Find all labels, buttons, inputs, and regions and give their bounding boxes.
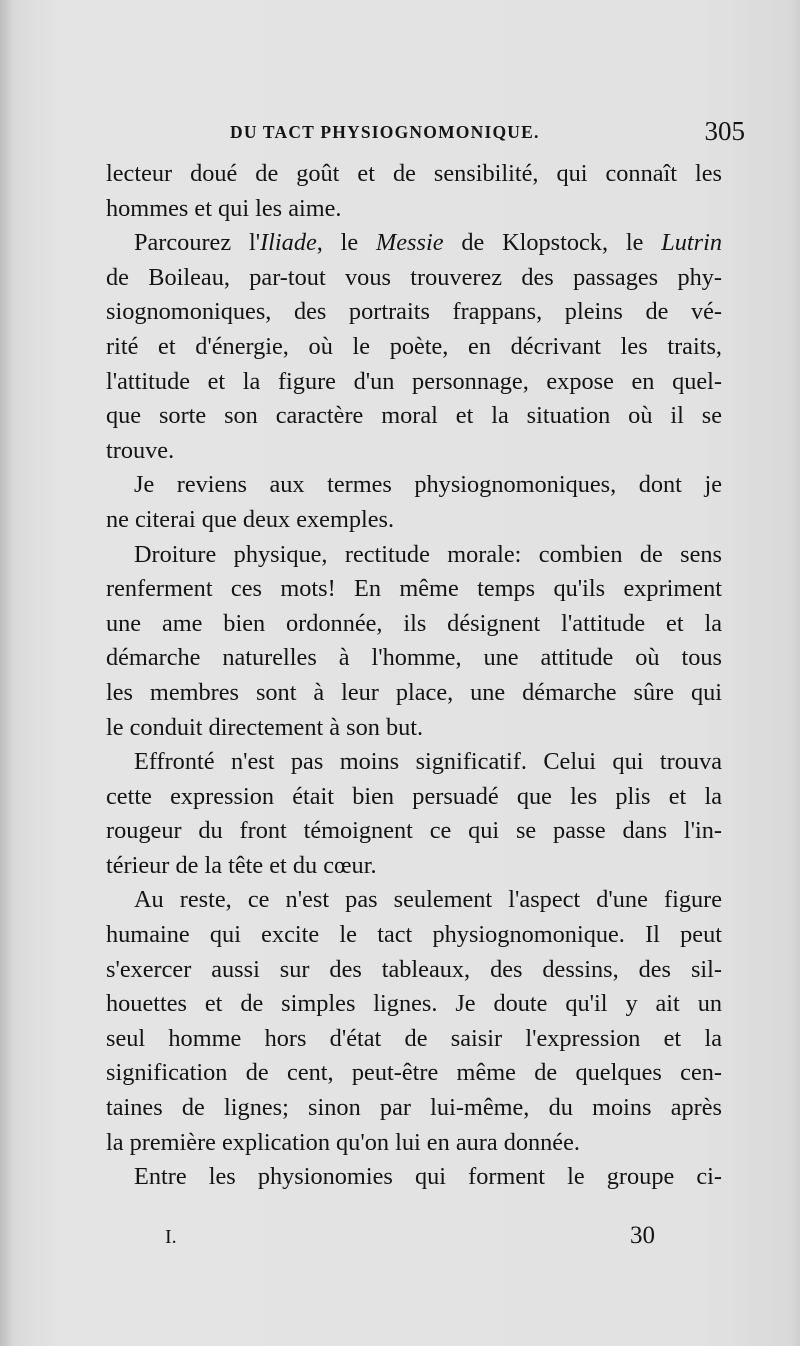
text-line: Je reviens aux termes physiognomoniques, dont je: [134, 471, 722, 499]
page-header: [230, 118, 745, 152]
text-line: hommes et qui les aime.: [106, 194, 342, 222]
text-line: le conduit directement à son but.: [106, 713, 424, 741]
text-line: seul homme hors d'état de saisir l'expression et la: [106, 1024, 722, 1052]
text-line: l'attitude et la figure d'un personnage, expose en quel-: [106, 367, 722, 395]
text-fragment: Parcourez l': [134, 229, 261, 257]
text-line: signification de cent, peut-être même de quelques cen-: [106, 1059, 722, 1087]
signature-mark: I.: [165, 1226, 177, 1248]
text-line: siognomoniques, des portraits frappans, pleins de vé-: [106, 298, 722, 326]
text-line: humaine qui excite le tact physiognomonique. Il peut: [106, 921, 722, 949]
text-line: que sorte son caractère moral et la situation où il se: [106, 402, 722, 430]
text-line: Droiture physique, rectitude morale: combien de sens: [134, 540, 722, 568]
text-line: la première explication qu'on lui en aura donnée.: [106, 1128, 580, 1156]
signature-number: 30: [630, 1222, 655, 1249]
text-line: Entre les physionomies qui forment le groupe ci-: [134, 1163, 722, 1191]
text-line: ne citerai que deux exemples.: [106, 505, 395, 533]
text-line: cette expression était bien persuadé que les plis et la: [106, 782, 722, 810]
text-line: s'exercer aussi sur des tableaux, des dessins, des sil-: [106, 955, 722, 983]
title-messie: Messie: [376, 229, 444, 257]
text-line: lecteur doué de goût et de sensibilité, qui connaît les: [106, 160, 722, 187]
title-iliade: Iliade: [260, 229, 317, 257]
text-fragment: , le: [316, 229, 377, 257]
text-fragment: de Klopstock, le: [443, 229, 662, 257]
text-line: renferment ces mots! En même temps qu'ils expriment: [106, 575, 722, 603]
running-head: DU TACT PHYSIOGNOMONIQUE.: [230, 122, 540, 142]
text-line: térieur de la tête et du cœur.: [106, 851, 377, 879]
text-line: de Boileau, par-tout vous trouverez des passages phy-: [106, 263, 722, 291]
title-lutrin: Lutrin: [661, 229, 722, 257]
text-line: taines de lignes; sinon par lui-même, du moins après: [106, 1094, 722, 1122]
text-line: rougeur du front témoignent ce qui se passe dans l'in-: [106, 817, 722, 845]
page-number: 305: [704, 116, 745, 146]
text-line: démarche naturelles à l'homme, une attitude où tous: [106, 644, 722, 672]
text-line: houettes et de simples lignes. Je doute qu'il y ait un: [106, 990, 722, 1018]
text-line: une ame bien ordonnée, ils désignent l'attitude et la: [106, 609, 722, 637]
text-line: Au reste, ce n'est pas seulement l'aspect d'une figure: [134, 886, 722, 914]
text-line: les membres sont à leur place, une démarche sûre qui: [106, 678, 722, 706]
text-line: Effronté n'est pas moins significatif. Celui qui trouva: [134, 748, 722, 776]
page-footer: [165, 1222, 665, 1256]
body-text: [106, 157, 722, 1195]
text-line: trouve.: [106, 436, 175, 464]
text-line-with-titles: [106, 226, 722, 261]
text-line: rité et d'énergie, où le poète, en décrivant les traits,: [106, 332, 722, 360]
